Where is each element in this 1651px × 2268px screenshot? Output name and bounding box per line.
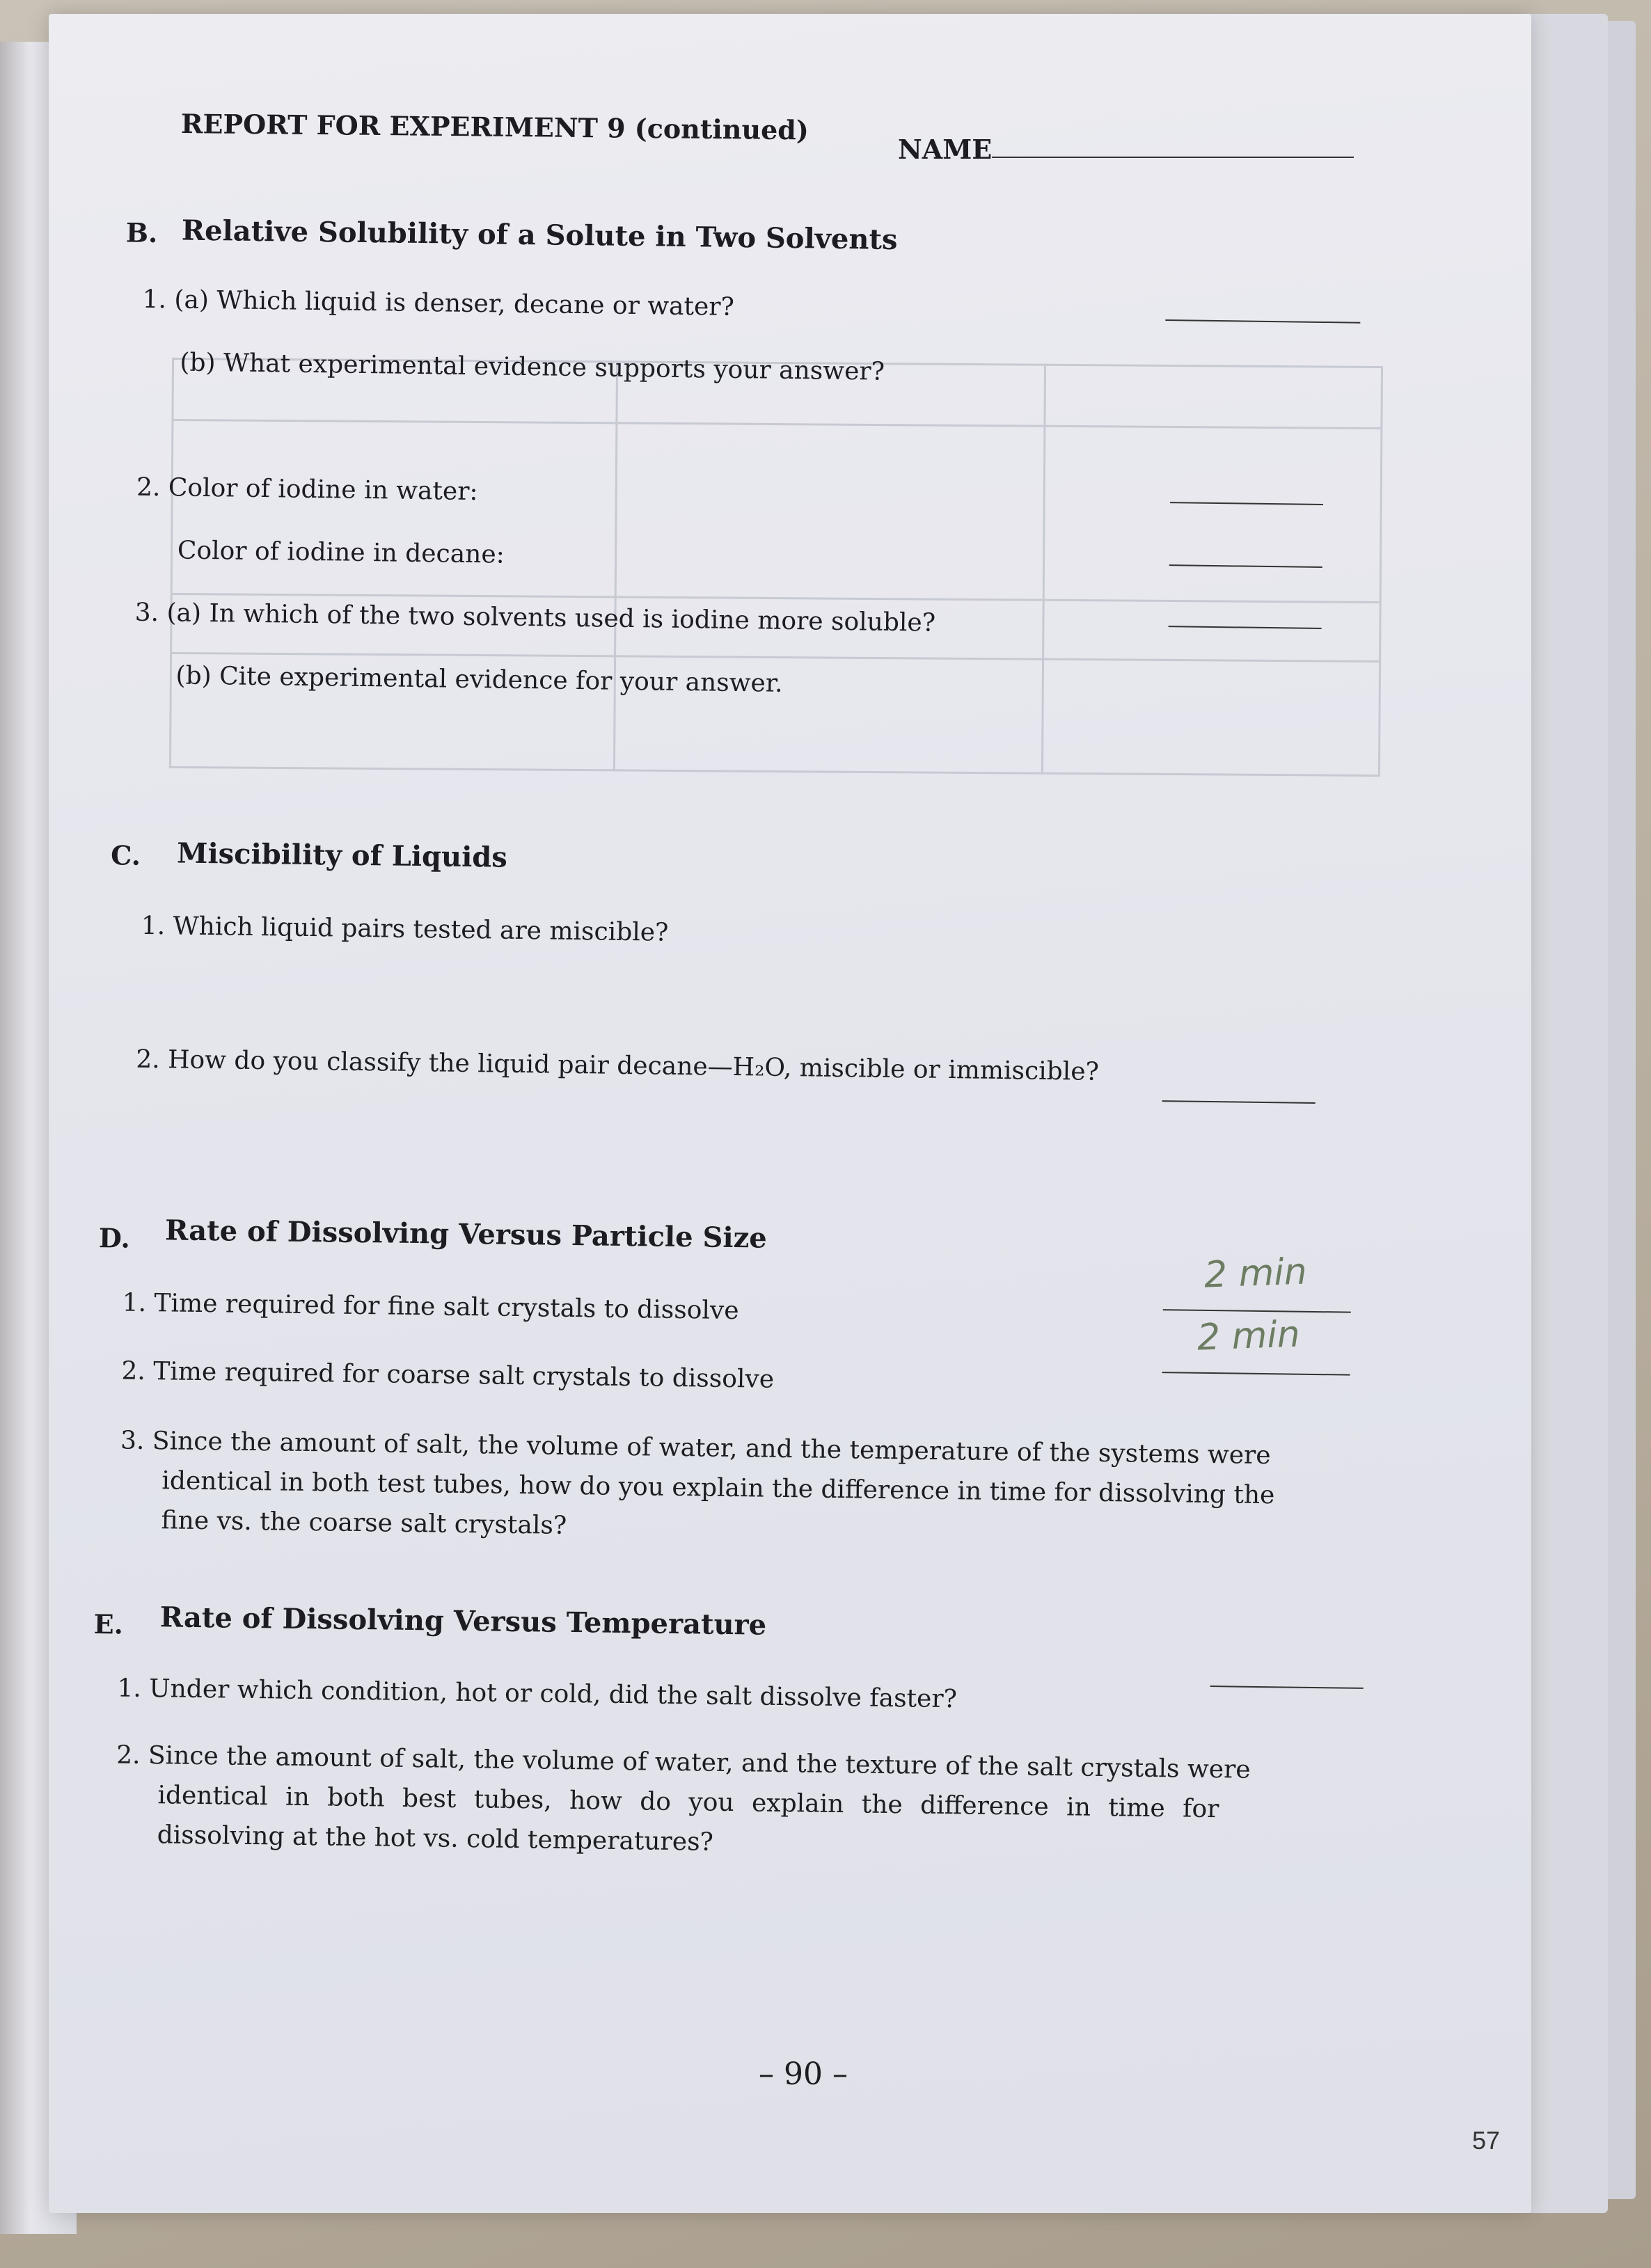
question-b1b: (b) What experimental evidence supports your answer? (180, 348, 885, 386)
section-b-title: Relative Solubility of a Solute in Two Solvents (181, 214, 898, 256)
question-e2-line1: 2. Since the amount of salt, the volume of water, and the texture of the salt crystals were (116, 1740, 1251, 1784)
section-e-letter: E. (93, 1608, 124, 1640)
name-field[interactable] (992, 157, 1354, 158)
question-b3b: (b) Cite experimental evidence for your answer. (175, 661, 783, 698)
section-d-title: Rate of Dissolving Versus Particle Size (164, 1214, 768, 1255)
question-e2-line3: dissolving at the hot vs. cold temperatures? (157, 1821, 714, 1857)
section-c-letter: C. (110, 839, 141, 871)
question-d3-line3: fine vs. the coarse salt crystals? (161, 1506, 567, 1540)
question-d3-line2: identical in both test tubes, how do you explain the difference in time for dissolving the (161, 1466, 1275, 1510)
question-d3-line1: 3. Since the amount of salt, the volume of water, and the temperature of the systems were (120, 1426, 1271, 1470)
name-label: NAME (898, 134, 993, 165)
question-c2: 2. How do you classify the liquid pair decane—H₂O, miscible or immiscible? (136, 1045, 1100, 1086)
question-d1: 1. Time required for fine salt crystals to dissolve (122, 1288, 739, 1326)
question-c1: 1. Which liquid pairs tested are miscible? (141, 911, 669, 947)
section-b-letter: B. (125, 216, 158, 249)
answer-line-d2[interactable] (1162, 1372, 1350, 1376)
question-e2-line2: identical in both best tubes, how do you explain the difference in time for (157, 1781, 1219, 1824)
answer-line-e1[interactable] (1210, 1686, 1364, 1689)
answer-line-d1[interactable] (1163, 1309, 1351, 1313)
section-e-title: Rate of Dissolving Versus Temperature (159, 1601, 767, 1642)
page-number: – 90 – (759, 2056, 848, 2092)
question-b2b: Color of iodine in decane: (177, 536, 505, 569)
page-edge-number: 57 (1472, 2126, 1501, 2155)
question-b1a: 1. (a) Which liquid is denser, decane or water? (142, 285, 735, 322)
answer-line-b1a[interactable] (1165, 319, 1360, 324)
answer-line-c2[interactable] (1162, 1100, 1316, 1104)
question-e1: 1. Under which condition, hot or cold, did the salt dissolve faster? (117, 1674, 958, 1714)
handwritten-answer-d2: 2 min (1196, 1313, 1301, 1359)
bleed-through-table (169, 358, 1383, 777)
worksheet-page (49, 14, 1531, 2213)
handwritten-answer-d1: 2 min (1203, 1251, 1308, 1296)
report-title: REPORT FOR EXPERIMENT 9 (continued) (180, 108, 809, 146)
section-d-letter: D. (98, 1222, 131, 1254)
question-b2a: 2. Color of iodine in water: (136, 473, 478, 507)
question-b3a: 3. (a) In which of the two solvents used is iodine more soluble? (134, 598, 936, 637)
question-d2: 2. Time required for coarse salt crystals to dissolve (121, 1356, 775, 1394)
section-c-title: Miscibility of Liquids (176, 836, 508, 874)
